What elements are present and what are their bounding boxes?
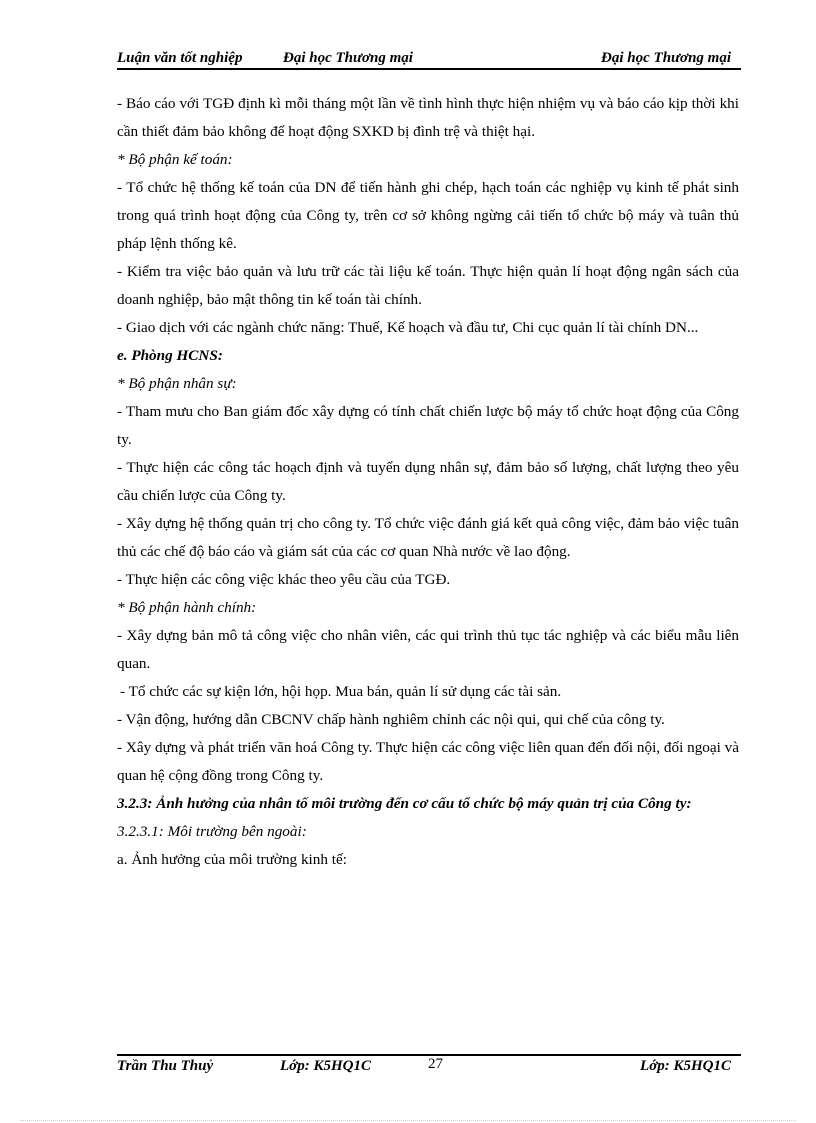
- page-footer: [117, 1058, 741, 1076]
- subsection-heading: * Bộ phận hành chính:: [117, 599, 257, 616]
- body-paragraph: - Xây dựng hệ thống quản trị cho công ty. Tổ chức việc đánh giá kết quả công việc, đảm bảo việc tuân thủ các chế độ báo cáo và giám sát của các cơ quan Nhà nước về lao động.: [117, 515, 739, 560]
- subsection-heading: * Bộ phận kế toán:: [117, 151, 233, 168]
- body-paragraph: - Báo cáo với TGĐ định kì mỗi tháng một lần về tình hình thực hiện nhiệm vụ và báo cáo kịp thời khi cần thiết đảm bảo không để hoạt động SXKD bị đình trệ và thiệt hại.: [117, 95, 739, 140]
- footer-class-right: Lớp: K5HQ1C: [640, 1058, 731, 1074]
- header-divider: [117, 68, 741, 70]
- body-paragraph: - Thực hiện các công tác hoạch định và tuyển dụng nhân sự, đảm bảo số lượng, chất lượng theo yêu cầu chiến lược của Công ty.: [117, 459, 739, 504]
- body-paragraph: - Xây dựng bản mô tả công việc cho nhân viên, các qui trình thủ tục tác nghiệp và các biểu mẫu liên quan.: [117, 627, 739, 672]
- body-paragraph: a. Ảnh hưởng của môi trường kinh tế:: [117, 851, 347, 868]
- header-university-center: Đại học Thương mại: [283, 50, 413, 66]
- section-heading: 3.2.3: Ảnh hưởng của nhân tố môi trường đến cơ cấu tổ chức bộ máy quản trị của Công ty:: [117, 795, 692, 812]
- body-paragraph: - Tổ chức các sự kiện lớn, hội họp. Mua bán, quản lí sử dụng các tài sản.: [120, 683, 562, 700]
- footer-class-left: Lớp: K5HQ1C: [280, 1058, 371, 1074]
- subsection-number-heading: 3.2.3.1: Môi trường bên ngoài:: [117, 823, 307, 840]
- header-university-right: Đại học Thương mại: [601, 50, 731, 66]
- section-heading: e. Phòng HCNS:: [117, 347, 223, 364]
- body-paragraph: - Thực hiện các công việc khác theo yêu cầu của TGĐ.: [117, 571, 451, 588]
- page-header: [117, 50, 741, 68]
- body-paragraph: - Tham mưu cho Ban giám đốc xây dựng có tính chất chiến lược bộ máy tổ chức hoạt động của Công ty.: [117, 403, 739, 448]
- page-edge-divider: [20, 1120, 796, 1121]
- body-paragraph: - Kiểm tra việc bảo quản và lưu trữ các tài liệu kế toán. Thực hiện quản lí hoạt động ngân sách của doanh nghiệp, bảo mật thông tin kế toán tài chính.: [117, 263, 739, 308]
- page-number: 27: [428, 1056, 443, 1072]
- body-text: [117, 90, 739, 874]
- body-paragraph: - Tổ chức hệ thống kế toán của DN để tiến hành ghi chép, hạch toán các nghiệp vụ kinh tế phát sinh trong quá trình hoạt động của Công ty, trên cơ sở không ngừng cải tiến tổ chức bộ máy và tuân thủ pháp lệnh thống kê.: [117, 179, 739, 252]
- body-paragraph: - Giao dịch với các ngành chức năng: Thuế, Kế hoạch và đầu tư, Chi cục quản lí tài chính DN...: [117, 319, 699, 336]
- body-paragraph: - Xây dựng và phát triển văn hoá Công ty. Thực hiện các công việc liên quan đến đối nội, đối ngoại và quan hệ cộng đồng trong Công ty.: [117, 739, 739, 784]
- body-paragraph: - Vận động, hướng dẫn CBCNV chấp hành nghiêm chỉnh các nội qui, qui chế của công ty.: [117, 711, 665, 728]
- footer-author: Trần Thu Thuỷ: [117, 1058, 214, 1074]
- header-thesis-label: Luận văn tốt nghiệp: [117, 50, 243, 66]
- subsection-heading: * Bộ phận nhân sự:: [117, 375, 237, 392]
